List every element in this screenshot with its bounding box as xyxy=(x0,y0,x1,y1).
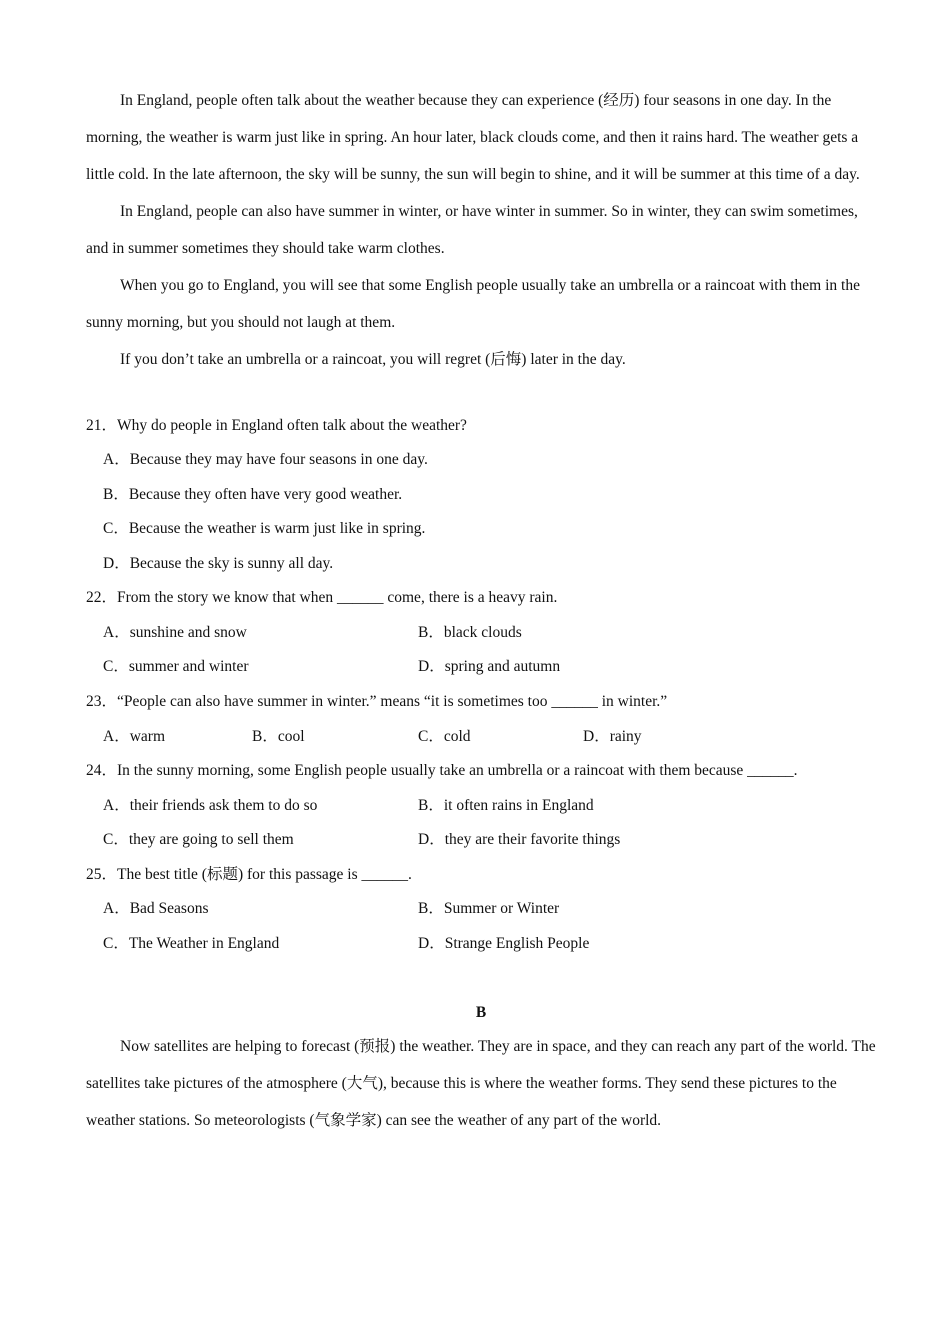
option-text: black clouds xyxy=(443,624,522,641)
question-24 xyxy=(86,761,798,781)
option-letter: B． xyxy=(418,797,444,814)
option-letter: C． xyxy=(103,520,129,537)
option-text: rainy xyxy=(609,728,642,745)
option-text: spring and autumn xyxy=(444,658,561,675)
option-letter: A． xyxy=(103,624,130,641)
option-22-a xyxy=(103,623,247,643)
option-22-d xyxy=(418,657,560,677)
option-24-d xyxy=(418,830,620,850)
question-25 xyxy=(86,865,412,885)
option-24-c xyxy=(103,830,294,850)
option-letter: D． xyxy=(103,555,130,572)
option-23-a xyxy=(103,727,165,747)
option-letter: B． xyxy=(103,486,129,503)
option-letter: A． xyxy=(103,451,130,468)
passage-a xyxy=(86,82,876,378)
option-letter: A． xyxy=(103,900,130,917)
option-text: cold xyxy=(443,728,471,745)
question-22 xyxy=(86,588,557,608)
question-stem: In the sunny morning, some English people usually take an umbrella or a raincoat with them because ______. xyxy=(117,762,798,779)
option-23-c xyxy=(418,727,471,747)
option-22-b xyxy=(418,623,522,643)
option-text: they are going to sell them xyxy=(128,831,294,848)
option-text: Because the weather is warm just like in spring. xyxy=(128,520,426,537)
question-stem: The best title (标题) for this passage is ______. xyxy=(117,866,412,883)
section-b-heading: B xyxy=(475,1004,487,1021)
option-21-a xyxy=(103,450,428,470)
passage-b xyxy=(86,1028,876,1139)
option-letter: D． xyxy=(418,935,445,952)
option-text: cool xyxy=(277,728,305,745)
option-text: Because they often have very good weather. xyxy=(128,486,403,503)
question-number: 21． xyxy=(86,417,118,434)
option-letter: C． xyxy=(103,658,129,675)
option-22-c xyxy=(103,657,249,677)
option-25-b xyxy=(418,899,559,919)
passage-b-paragraph-1: Now satellites are helping to forecast (预报) the weather. They are in space, and they can reach any part of the world. The satellites take pictures of the atmosphere (大气), because this is where the weather forms. They send these pictures to the weather stations. So meteorologists (气象学家) can see the weather of any part of the world. xyxy=(86,1038,876,1129)
question-number: 24． xyxy=(86,762,118,779)
option-24-a xyxy=(103,796,317,816)
question-stem: From the story we know that when ______ come, there is a heavy rain. xyxy=(117,589,558,606)
option-25-c xyxy=(103,934,279,954)
question-stem: “People can also have summer in winter.” means “it is sometimes too ______ in winter.” xyxy=(117,693,668,710)
option-text: they are their favorite things xyxy=(444,831,621,848)
option-23-b xyxy=(252,727,305,747)
option-text: The Weather in England xyxy=(128,935,280,952)
option-21-b xyxy=(103,485,402,505)
passage-a-paragraph-4: If you don’t take an umbrella or a raincoat, you will regret (后悔) later in the day. xyxy=(120,351,626,368)
option-letter: C． xyxy=(103,831,129,848)
option-text: warm xyxy=(129,728,165,745)
question-number: 22． xyxy=(86,589,118,606)
question-number: 25． xyxy=(86,866,118,883)
option-letter: D． xyxy=(418,658,445,675)
option-24-b xyxy=(418,796,594,816)
option-text: Summer or Winter xyxy=(443,900,560,917)
option-text: it often rains in England xyxy=(443,797,594,814)
option-letter: A． xyxy=(103,728,130,745)
option-text: Strange English People xyxy=(444,935,590,952)
option-letter: A． xyxy=(103,797,130,814)
option-letter: B． xyxy=(418,900,444,917)
option-text: sunshine and snow xyxy=(129,624,247,641)
option-letter: C． xyxy=(418,728,444,745)
option-letter: D． xyxy=(583,728,610,745)
question-stem: Why do people in England often talk about the weather? xyxy=(117,417,467,434)
option-text: their friends ask them to do so xyxy=(129,797,318,814)
option-letter: B． xyxy=(252,728,278,745)
option-23-d xyxy=(583,727,642,747)
passage-a-paragraph-1: In England, people often talk about the weather because they can experience (经历) four seasons in one day. In the morning, the weather is warm just like in spring. An hour later, black clouds come, and then it rains hard. The weather gets a little cold. In the late afternoon, the sky will be sunny, the sun will begin to shine, and it will be summer at this time of a day. xyxy=(86,92,860,183)
option-text: Because they may have four seasons in one day. xyxy=(129,451,428,468)
option-letter: D． xyxy=(418,831,445,848)
option-text: Because the sky is sunny all day. xyxy=(129,555,334,572)
passage-a-paragraph-2: In England, people can also have summer in winter, or have winter in summer. So in winter, they can swim sometimes, and in summer sometimes they should take warm clothes. xyxy=(86,203,858,257)
option-letter: B． xyxy=(418,624,444,641)
passage-a-paragraph-3: When you go to England, you will see that some English people usually take an umbrella or a raincoat with them in the sunny morning, but you should not laugh at them. xyxy=(86,277,860,331)
option-text: summer and winter xyxy=(128,658,249,675)
question-number: 23． xyxy=(86,693,118,710)
question-23 xyxy=(86,692,667,712)
question-21 xyxy=(86,416,467,436)
option-21-d xyxy=(103,554,333,574)
option-25-d xyxy=(418,934,589,954)
option-25-a xyxy=(103,899,209,919)
option-text: Bad Seasons xyxy=(129,900,209,917)
option-letter: C． xyxy=(103,935,129,952)
option-21-c xyxy=(103,519,425,539)
